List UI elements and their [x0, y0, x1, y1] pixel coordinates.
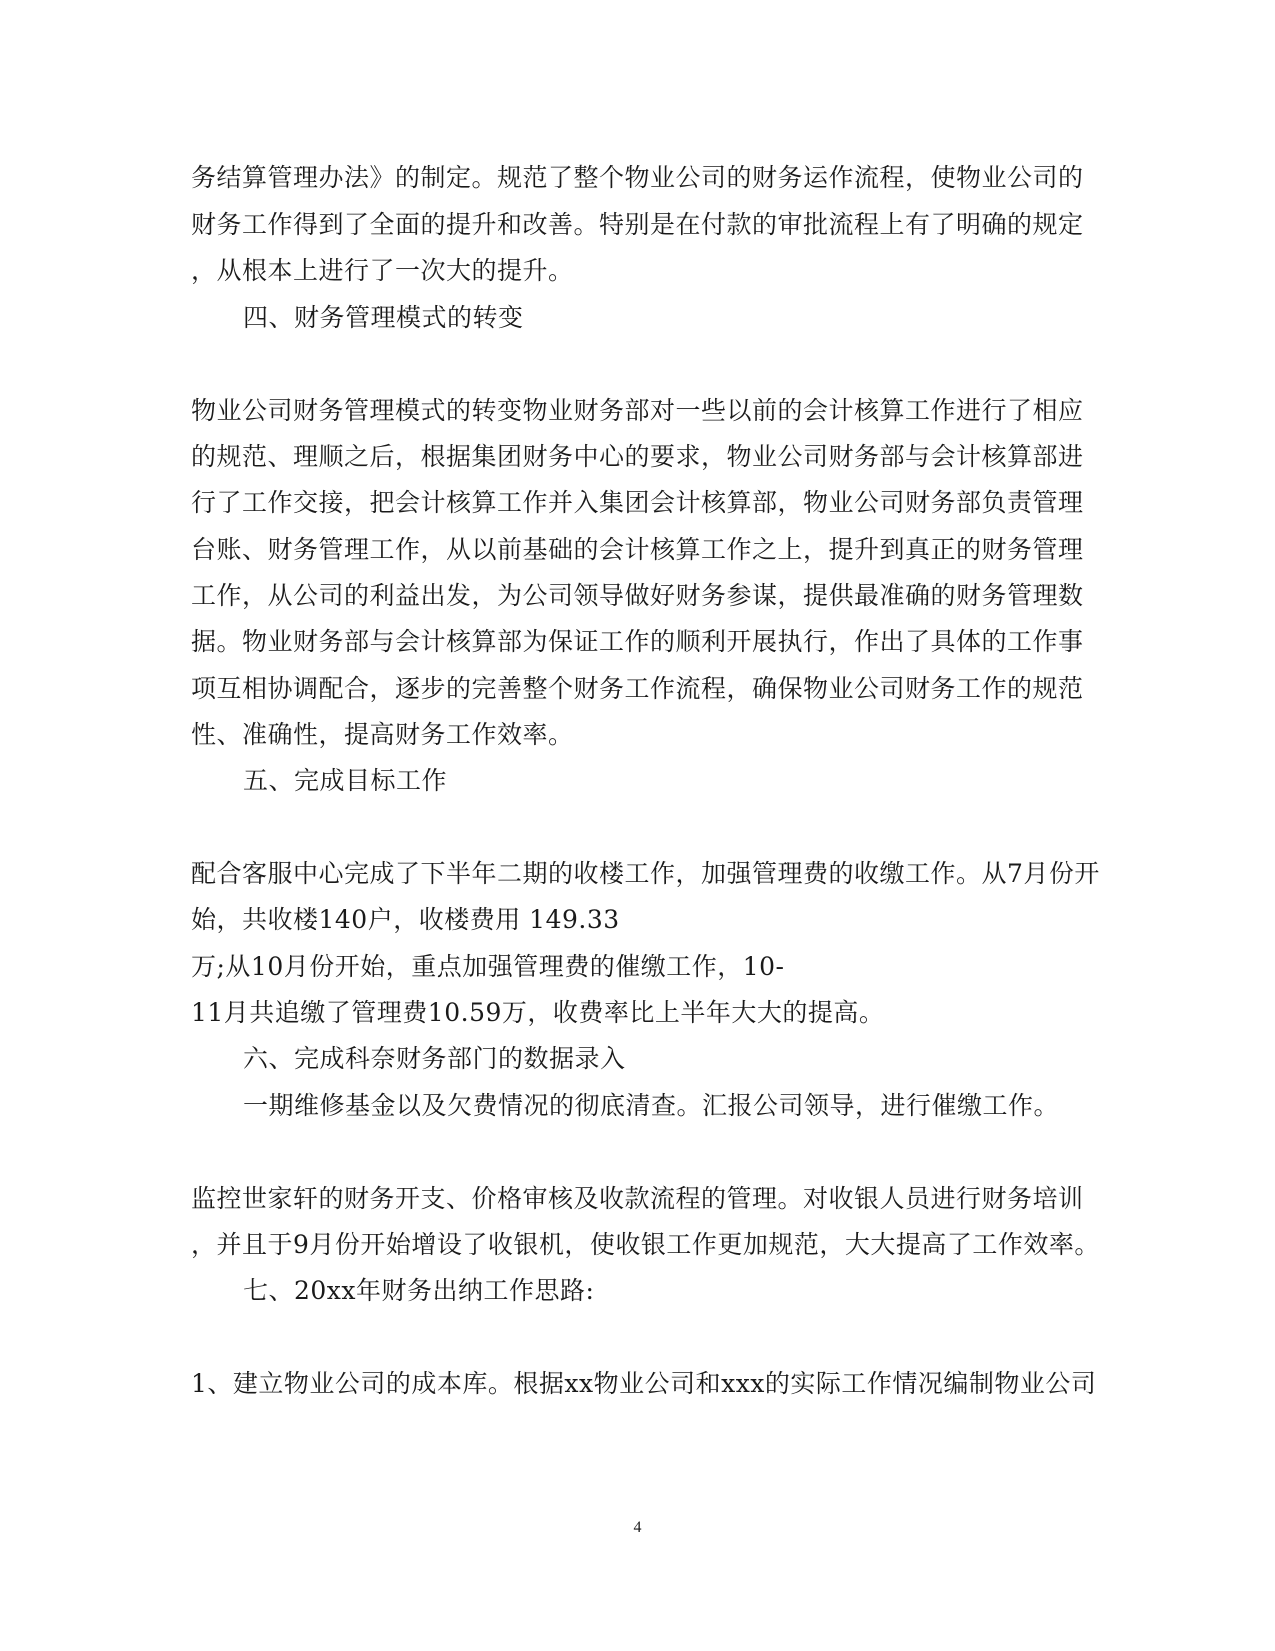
body-line: 工作，从公司的利益出发，为公司领导做好财务参谋，提供最准确的财务管理数 [191, 581, 1084, 610]
body-line: 项互相协调配合，逐步的完善整个财务工作流程，确保物业公司财务工作的规范 [191, 674, 1084, 703]
body-line: 1、建立物业公司的成本库。根据xx物业公司和xxx的实际工作情况编制物业公司 [191, 1369, 1097, 1398]
body-line: 物业公司财务管理模式的转变物业财务部对一些以前的会计核算工作进行了相应 [191, 396, 1084, 425]
section-heading: 四、财务管理模式的转变 [243, 303, 524, 332]
body-line: 一期维修基金以及欠费情况的彻底清查。汇报公司领导，进行催缴工作。 [243, 1091, 1060, 1120]
section-heading: 七、20xx年财务出纳工作思路: [243, 1276, 595, 1305]
section-heading: 六、完成科奈财务部门的数据录入 [243, 1044, 626, 1073]
body-line: ，并且于9月份开始增设了收银机，使收银工作更加规范，大大提高了工作效率。 [191, 1230, 1100, 1259]
body-line: ，从根本上进行了一次大的提升。 [191, 256, 574, 285]
body-line: 财务工作得到了全面的提升和改善。特别是在付款的审批流程上有了明确的规定 [191, 210, 1084, 239]
body-line: 11月共追缴了管理费10.59万，收费率比上半年大大的提高。 [191, 998, 885, 1027]
body-line: 务结算管理办法》的制定。规范了整个物业公司的财务运作流程，使物业公司的 [191, 163, 1084, 192]
body-line: 监控世家轩的财务开支、价格审核及收款流程的管理。对收银人员进行财务培训 [191, 1184, 1084, 1213]
body-line: 性、准确性，提高财务工作效率。 [191, 720, 574, 749]
body-line: 台账、财务管理工作，从以前基础的会计核算工作之上，提升到真正的财务管理 [191, 535, 1084, 564]
body-line: 始，共收楼140户，收楼费用 149.33 [191, 905, 620, 934]
page-number: 4 [633, 1519, 642, 1536]
section-heading: 五、完成目标工作 [243, 766, 448, 795]
body-line: 行了工作交接，把会计核算工作并入集团会计核算部，物业公司财务部负责管理 [191, 488, 1084, 517]
body-line: 据。物业财务部与会计核算部为保证工作的顺利开展执行，作出了具体的工作事 [191, 627, 1084, 656]
body-line: 配合客服中心完成了下半年二期的收楼工作，加强管理费的收缴工作。从7月份开 [191, 859, 1100, 888]
body-line: 的规范、理顺之后，根据集团财务中心的要求，物业公司财务部与会计核算部进 [191, 442, 1084, 471]
body-line: 万;从10月份开始，重点加强管理费的催缴工作，10- [191, 952, 785, 981]
